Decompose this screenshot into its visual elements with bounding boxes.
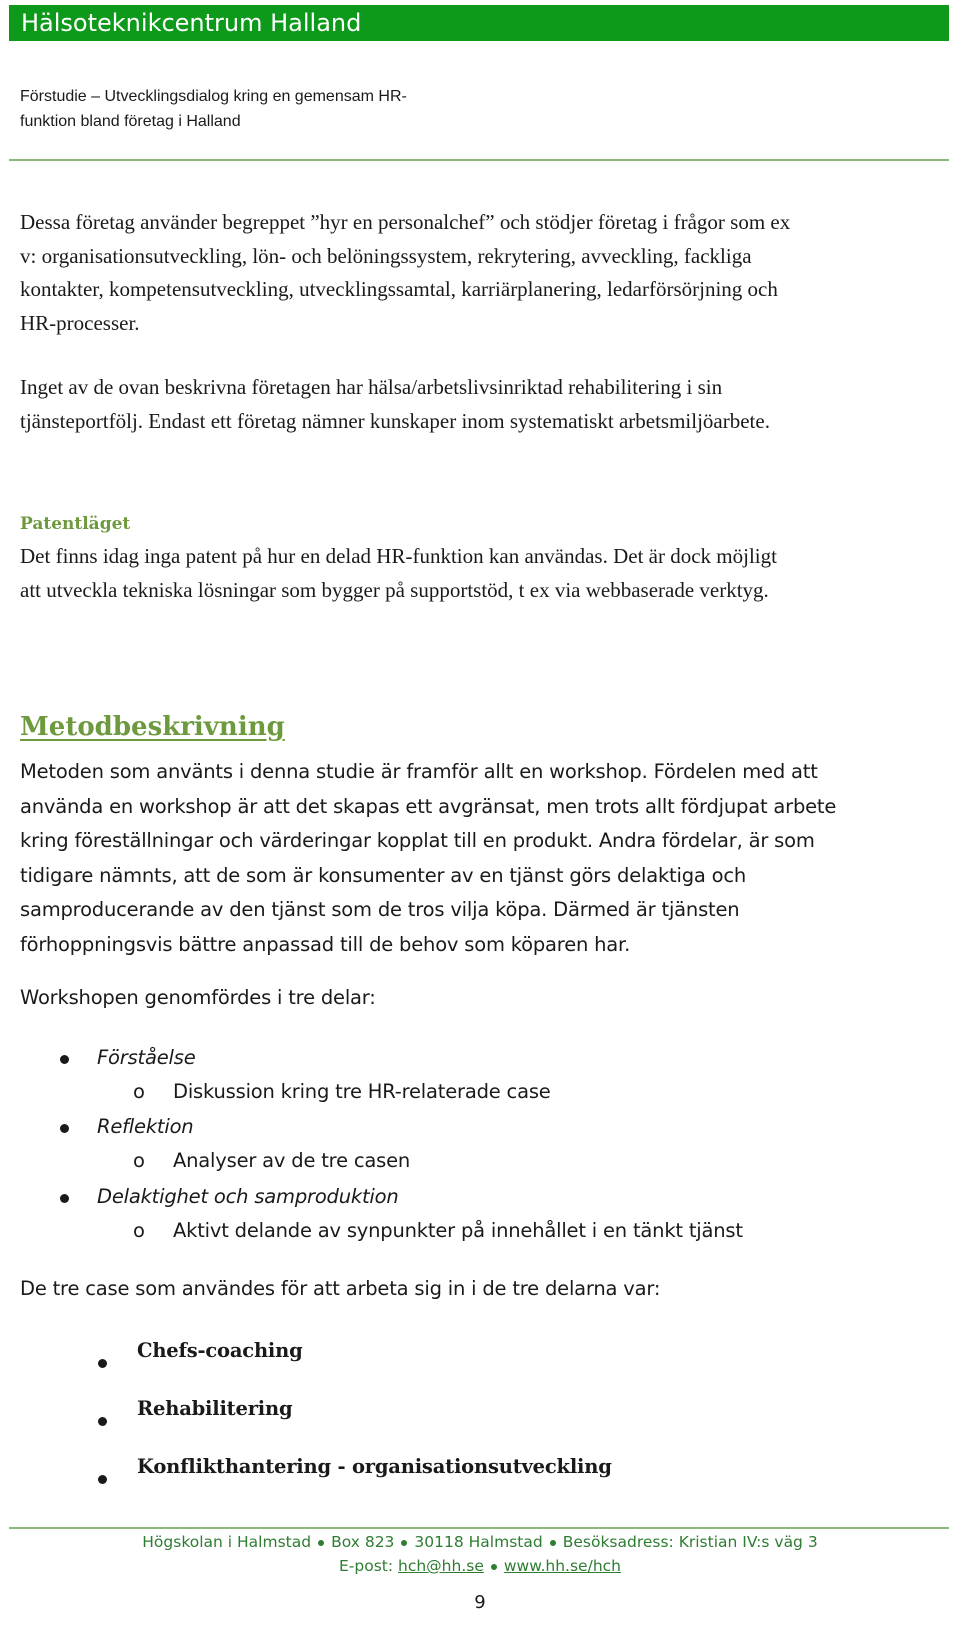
text-line: Dessa företag använder begreppet ”hyr en personalchef” och stödjer företag i frågor som ex	[20, 210, 791, 234]
list-item: Rehabilitering	[137, 1397, 293, 1420]
text-line: kring föreställningar och värderingar kopplat till en produkt. Andra fördelar, är som	[20, 829, 815, 852]
bullet-icon	[60, 1124, 69, 1133]
bullet-icon	[60, 1194, 69, 1203]
text-line: tjänsteportfölj. Endast ett företag nämner kunskaper inom systematiskt arbetsmiljöarbete.	[20, 408, 770, 433]
text-line: förhoppningsvis bättre anpassad till de behov som köparen har.	[20, 932, 631, 956]
separator-dot-icon	[491, 1564, 497, 1570]
text-line: Workshopen genomfördes i tre delar:	[20, 986, 376, 1009]
document-subtitle	[20, 84, 480, 134]
banner-title: Hälsoteknikcentrum Halland	[21, 9, 362, 37]
text-line: använda en workshop är att det skapas ett avgränsat, men trots allt fördjupat arbete	[20, 794, 837, 818]
workshop-intro	[20, 981, 950, 1016]
page-number: 9	[474, 1592, 486, 1613]
header-divider	[9, 159, 949, 161]
method-heading: Metodbeskrivning	[20, 712, 285, 742]
text-line: att utveckla tekniska lösningar som bygger på supportstöd, t ex via webbaserade verktyg.	[20, 577, 769, 602]
website-link[interactable]: www.hh.se/hch	[503, 1557, 621, 1575]
bullet-icon	[98, 1417, 107, 1426]
bullet-icon	[60, 1055, 69, 1064]
separator-dot-icon	[550, 1540, 556, 1546]
intro-paragraph-1	[20, 206, 950, 340]
text-line: samproducerande av den tjänst som de tros vilja köpa. Därmed är tjänsten	[20, 898, 740, 921]
text-line: Det finns idag inga patent på hur en delad HR-funktion kan användas. Det är dock möjligt	[20, 544, 777, 568]
email-link[interactable]: hch@hh.se	[398, 1557, 484, 1575]
list-subitem: Analyser av de tre casen	[173, 1149, 411, 1172]
bullet-icon	[98, 1475, 107, 1484]
text-line: Metoden som använts i denna studie är framför allt en workshop. Fördelen med att	[20, 760, 818, 783]
patent-heading: Patentläget	[20, 514, 131, 534]
text-line: HR-processer.	[20, 310, 140, 335]
method-paragraph	[20, 755, 950, 962]
sub-bullet-icon: o	[133, 1149, 145, 1172]
patent-paragraph	[20, 540, 950, 607]
list-subitem: Diskussion kring tre HR-relaterade case	[173, 1080, 551, 1103]
footer-box: Box 823	[331, 1533, 395, 1551]
sub-bullet-icon: o	[133, 1080, 145, 1103]
list-item: Förståelse	[97, 1046, 196, 1069]
subtitle-line: funktion bland företag i Halland	[20, 113, 241, 130]
footer-address	[0, 1533, 960, 1551]
list-item: Konflikthantering - organisationsutveckling	[137, 1455, 612, 1478]
footer-email-label: E-post:	[338, 1557, 394, 1575]
list-subitem: Aktivt delande av synpunkter på innehållet i en tänkt tjänst	[173, 1219, 743, 1242]
footer-divider	[9, 1527, 949, 1529]
list-item: Delaktighet och samproduktion	[97, 1185, 399, 1208]
text-line: Inget av de ovan beskrivna företagen har hälsa/arbetslivsinriktad rehabilitering i sin	[20, 375, 723, 399]
text-line: kontakter, kompetensutveckling, utvecklingssamtal, karriärplanering, ledarförsörjning och	[20, 277, 778, 301]
footer-contact	[0, 1557, 960, 1575]
footer-visit-address: Besöksadress: Kristian IV:s väg 3	[562, 1533, 818, 1551]
footer-org: Högskolan i Halmstad	[142, 1533, 312, 1551]
bullet-icon	[98, 1359, 107, 1368]
subtitle-line: Förstudie – Utvecklingsdialog kring en gemensam HR-	[20, 88, 407, 105]
cases-intro	[20, 1272, 950, 1307]
separator-dot-icon	[401, 1540, 407, 1546]
sub-bullet-icon: o	[133, 1219, 145, 1242]
list-item: Reflektion	[97, 1115, 194, 1138]
list-item: Chefs-coaching	[137, 1339, 303, 1362]
text-line: tidigare nämnts, att de som är konsumenter av en tjänst görs delaktiga och	[20, 863, 747, 887]
intro-paragraph-2	[20, 371, 950, 438]
text-line: v: organisationsutveckling, lön- och belöningssystem, rekrytering, avveckling, fackliga	[20, 243, 752, 268]
footer-city: 30118 Halmstad	[414, 1533, 543, 1551]
header-banner	[9, 5, 949, 41]
separator-dot-icon	[318, 1540, 324, 1546]
text-line: De tre case som användes för att arbeta sig in i de tre delarna var:	[20, 1277, 661, 1300]
